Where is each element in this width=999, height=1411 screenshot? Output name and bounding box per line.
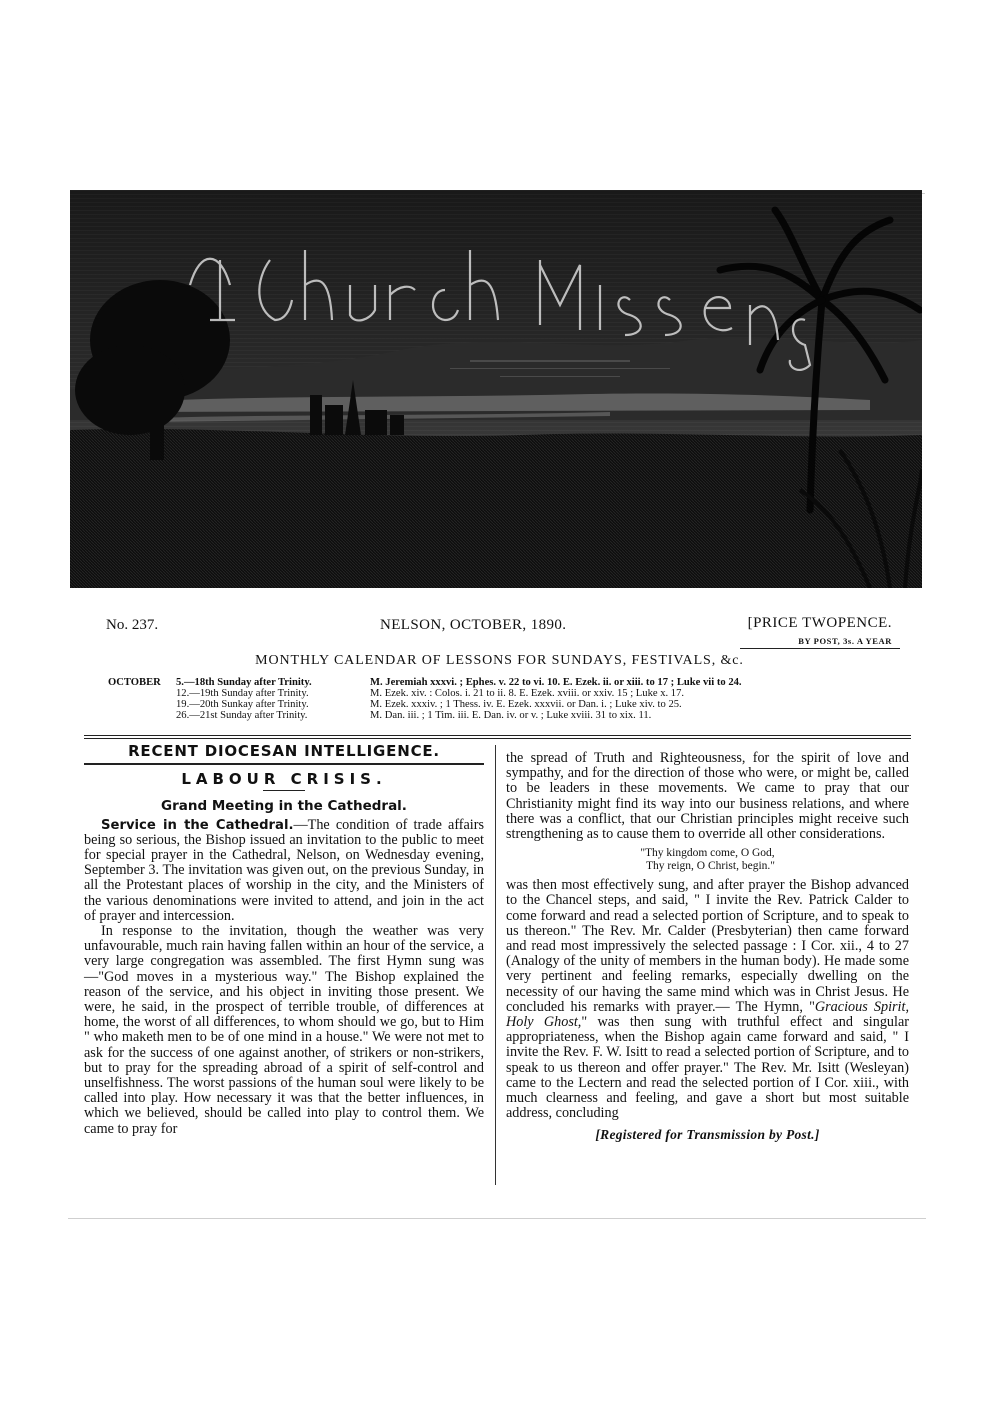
- masthead-engraving: [70, 190, 922, 588]
- calendar-lessons: M. Jeremiah xxxvi. ; Ephes. v. 22 to vi. 10. E. Ezek. ii. or xiii. to 17 ; Luke vii to 24.: [370, 677, 742, 688]
- title-rule: [263, 790, 305, 791]
- issue-place-date: NELSON, OCTOBER, 1890.: [380, 617, 567, 633]
- issue-subscription: BY POST, 3s. A YEAR: [798, 636, 892, 646]
- calendar-month: OCTOBER: [108, 677, 161, 688]
- article-subtitle: Grand Meeting in the Cathedral.: [161, 798, 407, 815]
- issue-info-row: [100, 613, 900, 653]
- calendar-lessons: M. Dan. iii. ; 1 Tim. iii. E. Dan. iv. or v. ; Luke xviii. 31 to xix. 11.: [370, 710, 652, 721]
- article-paragraph: the spread of Truth and Righteousness, for the spirit of love and sympathy, and for the direction of those who were, or might be, called to be leaders in these movements. We came to pray that our Christianity might find its way into our business relations, and where there was a conflict, that our Christian principles might receive such strengthening as to cause them to override all other considerations.: [506, 750, 909, 843]
- bottom-scan-edge: [68, 1218, 926, 1219]
- calendar-date: 26.—21st Sunday after Trinity.: [176, 710, 308, 721]
- issue-number: No. 237.: [106, 617, 159, 633]
- column-divider: [495, 745, 496, 1185]
- hymn-quote: [506, 847, 909, 873]
- calendar-heading: MONTHLY CALENDAR OF LESSONS FOR SUNDAYS, FESTIVALS, &c.: [255, 653, 744, 668]
- calendar-of-lessons: [108, 677, 928, 721]
- calendar-bottom-rule: [84, 735, 911, 739]
- article-paragraph: [84, 818, 484, 924]
- article-paragraph: In response to the invitation, though the weather was very unfavourable, much rain having fallen within an hour of the service, a very large congregation was assembled. The first Hymn sung was—"God moves in a mysterious way." The Bishop explained the reason of the service, and his object in inviting those present. We were, he said, in the prospect of terrible trouble, of differences at home, the worst of all differences, to whom should we go, but to Him " who maketh men to be of one mind in a house." We were not met to ask for the success of one against another, of strikers or non-strikers, but to pray for the spreading abroad of a spirit of self-control and unselfishness. The worst passions of the human soul were likely to be called into play. How necessary it was that the better influences, in which we believed, should be called into play to control them. We came to pray for: [84, 923, 484, 1137]
- left-column: [84, 744, 484, 1137]
- masthead-illustration: [70, 190, 922, 588]
- hymn-title: Gracious Spirit, Holy Ghost,: [506, 998, 909, 1031]
- quote-line: Thy reign, O Christ, begin.": [646, 860, 775, 873]
- calendar-row: [108, 677, 928, 688]
- issue-price: [PRICE TWOPENCE.: [747, 615, 892, 631]
- calendar-date: 19.—20th Sunkay after Trinity.: [176, 699, 309, 710]
- calendar-lessons: M. Ezek. xiv. : Colos. i. 21 to ii. 8. E. Ezek. xviii. or xxiv. 15 ; Luke x. 17.: [370, 688, 685, 699]
- calendar-row: [108, 699, 928, 710]
- calendar-date: 5.—18th Sunday after Trinity.: [176, 677, 312, 688]
- calendar-row: [108, 688, 928, 699]
- section-title: RECENT DIOCESAN INTELLIGENCE.: [84, 744, 484, 765]
- calendar-date: 12.—19th Sunday after Trinity.: [176, 688, 309, 699]
- paragraph-text: was then most effectively sung, and after prayer the Bishop advanced to the Chancel steps, and said, " I invite the Rev. Patrick Calder to come forward and read a selected portion of Scripture, and to speak to us thereon." The Rev. Mr. Calder (Presbyterian) then came forward and read most impressively the selected passage : I Cor. xii., 4 to 27 (Analogy of the unity of members in the human body). He made some very pertinent and feeling remarks, especially dwelling on the necessity of our having the same mind which was in Christ Jesus. He concluded his remarks with prayer.— The Hymn, ": [506, 877, 909, 1015]
- calendar-row: [108, 710, 928, 721]
- run-in-heading: Service in the Cathedral.: [101, 817, 294, 833]
- price-underline: [740, 648, 900, 649]
- calendar-lessons: M. Ezek. xxxiv. ; 1 Thess. iv. E. Ezek. xxxvii. or Dan. i. ; Luke xiv. to 25.: [370, 699, 682, 710]
- registration-note: [Registered for Transmission by Post.]: [595, 1127, 820, 1143]
- right-column: [506, 751, 909, 1143]
- paragraph-text: —The condition of trade affairs being so serious, the Bishop issued an invitation to the public to meet for special prayer in the Cathedral, Nelson, on Wednesday evening, September 3. The invitation was given out, on the previous Sunday, in all the Protestant places of worship in the city, and the Ministers of the various denominations were invited to attend, and join in the act of prayer and intercession.: [84, 816, 484, 924]
- quote-line: "Thy kingdom come, O God,: [640, 847, 775, 860]
- article-paragraph: [506, 878, 909, 1121]
- paragraph-text: " was then sung with truthful effect and singular appropriateness, when the Bishop again came forward and said, " I invite the Rev. F. W. Isitt to read a selected portion of Scripture, and to speak to us thereon and offer prayer." The Rev. Mr. Isitt (Wesleyan) came to the Lectern and read the selected portion of I Cor. xiii., with much clearness and feeling, and gave a short but most suitable address, concluding: [506, 1014, 909, 1122]
- article-title: LABOUR CRISIS.: [181, 770, 387, 789]
